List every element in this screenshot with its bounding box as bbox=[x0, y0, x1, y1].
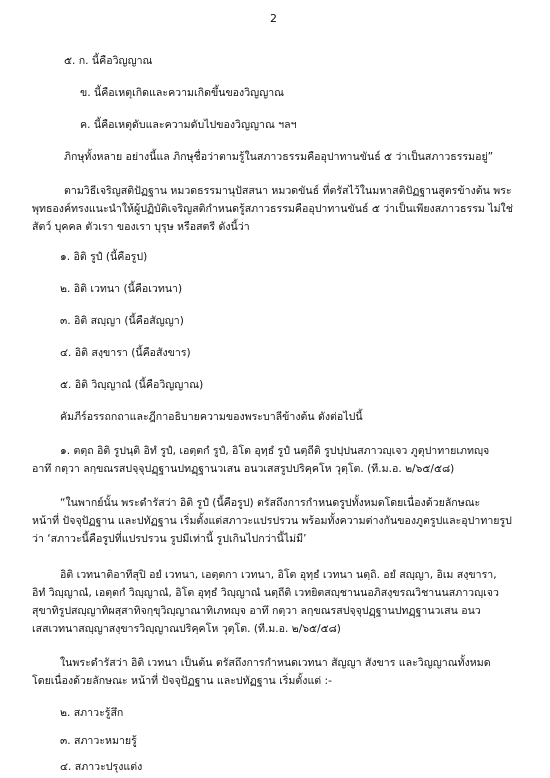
commentary-intro: คัมภีร์อรรถกถาและฎีกาอธิบายความของพระบาลีข้างต้น ดังต่อไปนี้ bbox=[60, 411, 363, 423]
translation-line: ในพระดำรัสว่า อิติ เวทนา เป็นต้น ตรัสถึงการกำหนดเวทนา สัญญา สังขาร และวิญญาณทั้งหมด bbox=[60, 657, 491, 669]
closing-quote-line: ภิกษุทั้งหลาย อย่างนี้แล ภิกษุชื่อว่าตามรู้ในสภาวธรรมคืออุปาทานขันธ์ ๕ ว่าเป็นสภาวธรรมอยู่” bbox=[64, 151, 494, 163]
khandha-item-sankhara: ๔. อิติ สงฺขารา (นี้คือสังขาร) bbox=[60, 347, 191, 359]
khandha-item-sanna: ๓. อิติ สญฺญา (นี้คือสัญญา) bbox=[60, 315, 184, 327]
pali-commentary-line: สุขาทิรูปสญฺญาทิผสฺสาทิจกฺขุวิญฺญาณาทิเภทญฺจ อาทึ กตฺวา ลกฺขณรสปจฺจุปฏฺฐานปทฏฺฐานวเสน อนว bbox=[32, 605, 481, 617]
khandha-item-vedana: ๒. อิติ เวทนา (นี้คือเวทนา) bbox=[60, 283, 183, 295]
khandha-item-vinnana: ๕. อิติ วิญฺญาณํ (นี้คือวิญญาณ) bbox=[60, 379, 204, 391]
paragraph-line: สัตว์ บุคคล ตัวเรา ของเรา บุรุษ หรือสตรี ดังนี้ว่า bbox=[32, 221, 250, 233]
list-item-vinnana-origin: ข. นี้คือเหตุเกิดและความเกิดขึ้นของวิญญาณ bbox=[80, 87, 284, 99]
translation-line: โดยเนื่องด้วยลักษณะ หน้าที่ ปัจจุปัฏฐาน และปทัฏฐาน เริ่มตั้งแต่ :- bbox=[32, 675, 332, 687]
list-item-feeling: ๒. สภาวะรู้สึก bbox=[60, 707, 124, 719]
translation-line: “ในพากย์นั้น พระดำรัสว่า อิติ รูปํ (นี้คือรูป) ตรัสถึงการกำหนดรูปทั้งหมดโดยเนื่องด้วยลักษณะ bbox=[60, 497, 481, 509]
translation-line: ว่า ‘สภาวะนี้คือรูปที่แปรปรวน รูปมีเท่านี้ รูปเกินไปกว่านี้ไม่มี’ bbox=[32, 533, 307, 545]
page-number: 2 bbox=[270, 12, 277, 25]
paragraph-line: พุทธองค์ทรงแนะนำให้ผู้ปฏิบัติเจริญสติกำหนดรู้สภาวธรรมคืออุปาทานขันธ์ ๕ ว่าเป็นเพียงสภาวธรรม ไม่ใช่ bbox=[32, 203, 513, 215]
pali-commentary-line: ๑. ตตฺถ อิติ รูปนฺติ อิทํ รูปํ, เอตฺตกํ รูปํ, อิโต อุทฺธํ รูปํ นตฺถีติ รูปปฺปนสภาวญฺเจว ภูตุปาทายเภทญฺจ bbox=[60, 445, 490, 457]
list-item-vinnana-cessation: ค. นี้คือเหตุดับและความดับไปของวิญญาณ ฯลฯ bbox=[80, 119, 297, 131]
pali-commentary-line: อิติ เวทนาติอาทีสุปิ อยํ เวทนา, เอตฺตกา เวทนา, อิโต อุทฺธํ เวทนา นตฺถิ. อยํ สญฺญา, อิเม สงฺขารา, bbox=[60, 569, 497, 581]
khandha-item-rupa: ๑. อิติ รูปํ (นี้คือรูป) bbox=[60, 251, 148, 263]
translation-line: หน้าที่ ปัจจุปัฏฐาน และปทัฏฐาน เริ่มตั้งแต่สภาวะแปรปรวน พร้อมทั้งความต่างกันของภูตรูปและอุปาทายรูป bbox=[32, 515, 512, 527]
pali-commentary-line: เสสเวทนาสญฺญาสงฺขารวิญฺญาณปริคฺคโห วุตฺโต. (ที.ม.อ. ๒/๖๕/๕๘) bbox=[32, 623, 341, 635]
pali-commentary-line: อิทํ วิญฺญาณํ, เอตฺตกํ วิญฺญาณํ, อิโต อุทฺธํ วิญฺญาณํ นตฺถีติ เวทยิตสญฺชานนอภิสงฺขรณวิชานนสภาวญฺเจว bbox=[32, 587, 499, 599]
pali-commentary-line: อาทึ กตฺวา ลกฺขณรสปจฺจุปฏฺฐานปทฏฺฐานวเสน อนวเสสรูปปริคฺคโห วุตฺโต. (ที.ม.อ. ๒/๖๕/๕๘) bbox=[32, 463, 455, 475]
paragraph-line: ตามวิธีเจริญสติปัฏฐาน หมวดธรรมานุปัสสนา หมวดขันธ์ ที่ตรัสไว้ในมหาสติปัฏฐานสูตรข้างต้น พระ bbox=[64, 185, 512, 197]
list-item-vinnana: ๕. ก. นี้คือวิญญาณ bbox=[64, 55, 153, 67]
list-item-forming: ๔. สภาวะปรุงแต่ง bbox=[60, 761, 143, 773]
list-item-perceiving: ๓. สภาวะหมายรู้ bbox=[60, 735, 137, 747]
